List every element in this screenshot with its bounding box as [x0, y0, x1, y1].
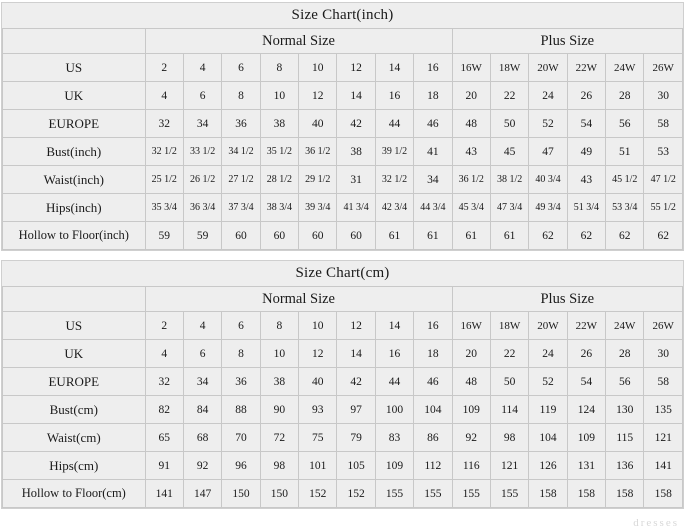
cell-value: 28 [606, 82, 644, 110]
cell-value: 45 1/2 [606, 166, 644, 194]
cell-value: 53 [644, 138, 683, 166]
cell-value: 141 [644, 452, 683, 480]
cell-value: 52 [529, 110, 567, 138]
cell-value: 49 3/4 [529, 194, 567, 222]
cell-value: 38 3/4 [260, 194, 298, 222]
cell-value: 12 [337, 54, 375, 82]
cell-value: 34 [183, 110, 221, 138]
cell-value: 44 [375, 110, 413, 138]
cell-value: 62 [529, 222, 567, 250]
cell-value: 48 [452, 368, 490, 396]
cell-value: 116 [452, 452, 490, 480]
table-row [3, 368, 683, 396]
cell-value: 135 [644, 396, 683, 424]
cell-value: 126 [529, 452, 567, 480]
cell-value: 26 [567, 82, 605, 110]
row-label: Bust(cm) [3, 396, 146, 424]
cell-value: 91 [145, 452, 183, 480]
cell-value: 28 1/2 [260, 166, 298, 194]
cell-value: 68 [183, 424, 221, 452]
cell-value: 40 [299, 110, 337, 138]
cell-value: 33 1/2 [183, 138, 221, 166]
cell-value: 10 [260, 82, 298, 110]
cell-value: 61 [375, 222, 413, 250]
cell-value: 38 [337, 138, 375, 166]
cell-value: 43 [452, 138, 490, 166]
cell-value: 90 [260, 396, 298, 424]
table-row [3, 312, 683, 340]
cell-value: 114 [490, 396, 528, 424]
cell-value: 119 [529, 396, 567, 424]
cell-value: 14 [337, 82, 375, 110]
cell-value: 98 [490, 424, 528, 452]
cell-value: 34 [183, 368, 221, 396]
cell-value: 104 [529, 424, 567, 452]
cell-value: 158 [644, 480, 683, 508]
cell-value: 42 [337, 368, 375, 396]
cell-value: 54 [567, 110, 605, 138]
cell-value: 26W [644, 312, 683, 340]
cell-value: 4 [183, 54, 221, 82]
group-header-normal-size: Normal Size [145, 29, 452, 54]
row-label: US [3, 54, 146, 82]
cell-value: 82 [145, 396, 183, 424]
cell-value: 61 [490, 222, 528, 250]
cell-value: 20 [452, 340, 490, 368]
cell-value: 40 [299, 368, 337, 396]
group-header-plus-size: Plus Size [452, 29, 682, 54]
cell-value: 121 [490, 452, 528, 480]
cell-value: 155 [452, 480, 490, 508]
cell-value: 51 3/4 [567, 194, 605, 222]
cell-value: 36 [222, 110, 260, 138]
row-label: UK [3, 340, 146, 368]
cell-value: 46 [414, 368, 452, 396]
cell-value: 2 [145, 54, 183, 82]
cell-value: 53 3/4 [606, 194, 644, 222]
cell-value: 26W [644, 54, 683, 82]
row-label: Bust(inch) [3, 138, 146, 166]
cell-value: 56 [606, 368, 644, 396]
cell-value: 28 [606, 340, 644, 368]
cell-value: 2 [145, 312, 183, 340]
table-row [3, 424, 683, 452]
cell-value: 60 [299, 222, 337, 250]
cell-value: 44 3/4 [414, 194, 452, 222]
cell-value: 47 3/4 [490, 194, 528, 222]
cell-value: 14 [375, 54, 413, 82]
size-chart-cm [1, 260, 684, 509]
cell-value: 39 1/2 [375, 138, 413, 166]
cell-value: 104 [414, 396, 452, 424]
cell-value: 98 [260, 452, 298, 480]
cell-value: 6 [183, 82, 221, 110]
cell-value: 24W [606, 54, 644, 82]
cell-value: 35 1/2 [260, 138, 298, 166]
cell-value: 155 [414, 480, 452, 508]
table-row [3, 138, 683, 166]
cell-value: 61 [452, 222, 490, 250]
cell-value: 101 [299, 452, 337, 480]
cell-value: 58 [644, 110, 683, 138]
cell-value: 55 1/2 [644, 194, 683, 222]
cell-value: 131 [567, 452, 605, 480]
cell-value: 42 [337, 110, 375, 138]
cell-value: 22W [567, 312, 605, 340]
cell-value: 50 [490, 368, 528, 396]
group-header-normal-size: Normal Size [145, 287, 452, 312]
size-chart-page [0, 2, 685, 531]
cell-value: 70 [222, 424, 260, 452]
size-chart-inch-table [2, 3, 683, 250]
cell-value: 130 [606, 396, 644, 424]
cell-value: 88 [222, 396, 260, 424]
cell-value: 36 [222, 368, 260, 396]
cell-value: 42 3/4 [375, 194, 413, 222]
cell-value: 14 [375, 312, 413, 340]
cell-value: 38 [260, 368, 298, 396]
cell-value: 4 [145, 82, 183, 110]
cell-value: 45 [490, 138, 528, 166]
cell-value: 61 [414, 222, 452, 250]
table-row [3, 194, 683, 222]
cell-value: 115 [606, 424, 644, 452]
cell-value: 16W [452, 54, 490, 82]
cell-value: 152 [299, 480, 337, 508]
cell-value: 79 [337, 424, 375, 452]
table-row [3, 396, 683, 424]
cell-value: 40 3/4 [529, 166, 567, 194]
cell-value: 30 [644, 82, 683, 110]
row-label: Waist(inch) [3, 166, 146, 194]
cell-value: 62 [644, 222, 683, 250]
cell-value: 60 [260, 222, 298, 250]
cell-value: 109 [375, 452, 413, 480]
table-row [3, 480, 683, 508]
cell-value: 32 1/2 [375, 166, 413, 194]
cell-value: 150 [222, 480, 260, 508]
table-title-row [3, 261, 683, 287]
cell-value: 24 [529, 340, 567, 368]
cell-value: 34 1/2 [222, 138, 260, 166]
watermark-text: dresses [633, 517, 679, 529]
cell-value: 8 [260, 312, 298, 340]
cell-value: 51 [606, 138, 644, 166]
cell-value: 41 [414, 138, 452, 166]
cell-value: 32 [145, 368, 183, 396]
cell-value: 59 [145, 222, 183, 250]
cell-value: 86 [414, 424, 452, 452]
row-label: US [3, 312, 146, 340]
row-label: Hips(inch) [3, 194, 146, 222]
cell-value: 18W [490, 312, 528, 340]
cell-value: 16 [375, 340, 413, 368]
cell-value: 4 [183, 312, 221, 340]
group-header-blank [3, 29, 146, 54]
cell-value: 29 1/2 [299, 166, 337, 194]
cell-value: 75 [299, 424, 337, 452]
cell-value: 45 3/4 [452, 194, 490, 222]
row-label: Waist(cm) [3, 424, 146, 452]
cell-value: 8 [222, 82, 260, 110]
cell-value: 12 [337, 312, 375, 340]
cell-value: 100 [375, 396, 413, 424]
table-group-row [3, 29, 683, 54]
cell-value: 155 [490, 480, 528, 508]
row-label: Hollow to Floor(inch) [3, 222, 146, 250]
cell-value: 39 3/4 [299, 194, 337, 222]
cell-value: 84 [183, 396, 221, 424]
cell-value: 12 [299, 340, 337, 368]
cell-value: 20 [452, 82, 490, 110]
cell-value: 18 [414, 340, 452, 368]
cell-value: 47 [529, 138, 567, 166]
row-label: EUROPE [3, 368, 146, 396]
cell-value: 32 1/2 [145, 138, 183, 166]
cell-value: 105 [337, 452, 375, 480]
cell-value: 14 [337, 340, 375, 368]
table-row [3, 166, 683, 194]
cell-value: 48 [452, 110, 490, 138]
cell-value: 59 [183, 222, 221, 250]
cell-value: 22 [490, 82, 528, 110]
cell-value: 96 [222, 452, 260, 480]
cell-value: 10 [299, 54, 337, 82]
cell-value: 36 1/2 [452, 166, 490, 194]
cell-value: 150 [260, 480, 298, 508]
cell-value: 72 [260, 424, 298, 452]
row-label: UK [3, 82, 146, 110]
cell-value: 20W [529, 312, 567, 340]
cell-value: 136 [606, 452, 644, 480]
cell-value: 97 [337, 396, 375, 424]
table-group-row [3, 287, 683, 312]
cell-value: 49 [567, 138, 605, 166]
cell-value: 62 [606, 222, 644, 250]
cell-value: 6 [222, 312, 260, 340]
cell-value: 93 [299, 396, 337, 424]
table-row [3, 82, 683, 110]
cell-value: 36 3/4 [183, 194, 221, 222]
cell-value: 10 [299, 312, 337, 340]
chart-title: Size Chart(cm) [3, 261, 683, 287]
cell-value: 109 [452, 396, 490, 424]
row-label: Hollow to Floor(cm) [3, 480, 146, 508]
cell-value: 141 [145, 480, 183, 508]
cell-value: 4 [145, 340, 183, 368]
chart-title: Size Chart(inch) [3, 3, 683, 29]
cell-value: 22W [567, 54, 605, 82]
cell-value: 12 [299, 82, 337, 110]
table-row [3, 452, 683, 480]
cell-value: 32 [145, 110, 183, 138]
cell-value: 38 [260, 110, 298, 138]
size-chart-inch [1, 2, 684, 251]
cell-value: 24 [529, 82, 567, 110]
cell-value: 155 [375, 480, 413, 508]
cell-value: 152 [337, 480, 375, 508]
cell-value: 56 [606, 110, 644, 138]
cell-value: 27 1/2 [222, 166, 260, 194]
cell-value: 16 [414, 312, 452, 340]
cell-value: 41 3/4 [337, 194, 375, 222]
cell-value: 22 [490, 340, 528, 368]
cell-value: 6 [183, 340, 221, 368]
cell-value: 16 [414, 54, 452, 82]
row-label: Hips(cm) [3, 452, 146, 480]
cell-value: 26 [567, 340, 605, 368]
cell-value: 8 [222, 340, 260, 368]
cell-value: 158 [567, 480, 605, 508]
cell-value: 147 [183, 480, 221, 508]
cell-value: 18 [414, 82, 452, 110]
cell-value: 92 [183, 452, 221, 480]
cell-value: 83 [375, 424, 413, 452]
group-header-blank [3, 287, 146, 312]
cell-value: 50 [490, 110, 528, 138]
cell-value: 92 [452, 424, 490, 452]
cell-value: 20W [529, 54, 567, 82]
cell-value: 46 [414, 110, 452, 138]
cell-value: 34 [414, 166, 452, 194]
cell-value: 26 1/2 [183, 166, 221, 194]
cell-value: 38 1/2 [490, 166, 528, 194]
group-header-plus-size: Plus Size [452, 287, 682, 312]
cell-value: 121 [644, 424, 683, 452]
cell-value: 10 [260, 340, 298, 368]
cell-value: 124 [567, 396, 605, 424]
cell-value: 47 1/2 [644, 166, 683, 194]
cell-value: 158 [606, 480, 644, 508]
cell-value: 37 3/4 [222, 194, 260, 222]
table-row [3, 110, 683, 138]
cell-value: 8 [260, 54, 298, 82]
size-chart-cm-table [2, 261, 683, 508]
cell-value: 158 [529, 480, 567, 508]
row-label: EUROPE [3, 110, 146, 138]
cell-value: 6 [222, 54, 260, 82]
cell-value: 16W [452, 312, 490, 340]
table-row [3, 222, 683, 250]
cell-value: 52 [529, 368, 567, 396]
cell-value: 18W [490, 54, 528, 82]
cell-value: 60 [222, 222, 260, 250]
cell-value: 30 [644, 340, 683, 368]
cell-value: 25 1/2 [145, 166, 183, 194]
cell-value: 54 [567, 368, 605, 396]
cell-value: 35 3/4 [145, 194, 183, 222]
cell-value: 24W [606, 312, 644, 340]
table-title-row [3, 3, 683, 29]
cell-value: 65 [145, 424, 183, 452]
cell-value: 109 [567, 424, 605, 452]
cell-value: 62 [567, 222, 605, 250]
table-row [3, 340, 683, 368]
cell-value: 58 [644, 368, 683, 396]
table-row [3, 54, 683, 82]
cell-value: 36 1/2 [299, 138, 337, 166]
cell-value: 44 [375, 368, 413, 396]
cell-value: 60 [337, 222, 375, 250]
cell-value: 112 [414, 452, 452, 480]
cell-value: 43 [567, 166, 605, 194]
cell-value: 16 [375, 82, 413, 110]
cell-value: 31 [337, 166, 375, 194]
